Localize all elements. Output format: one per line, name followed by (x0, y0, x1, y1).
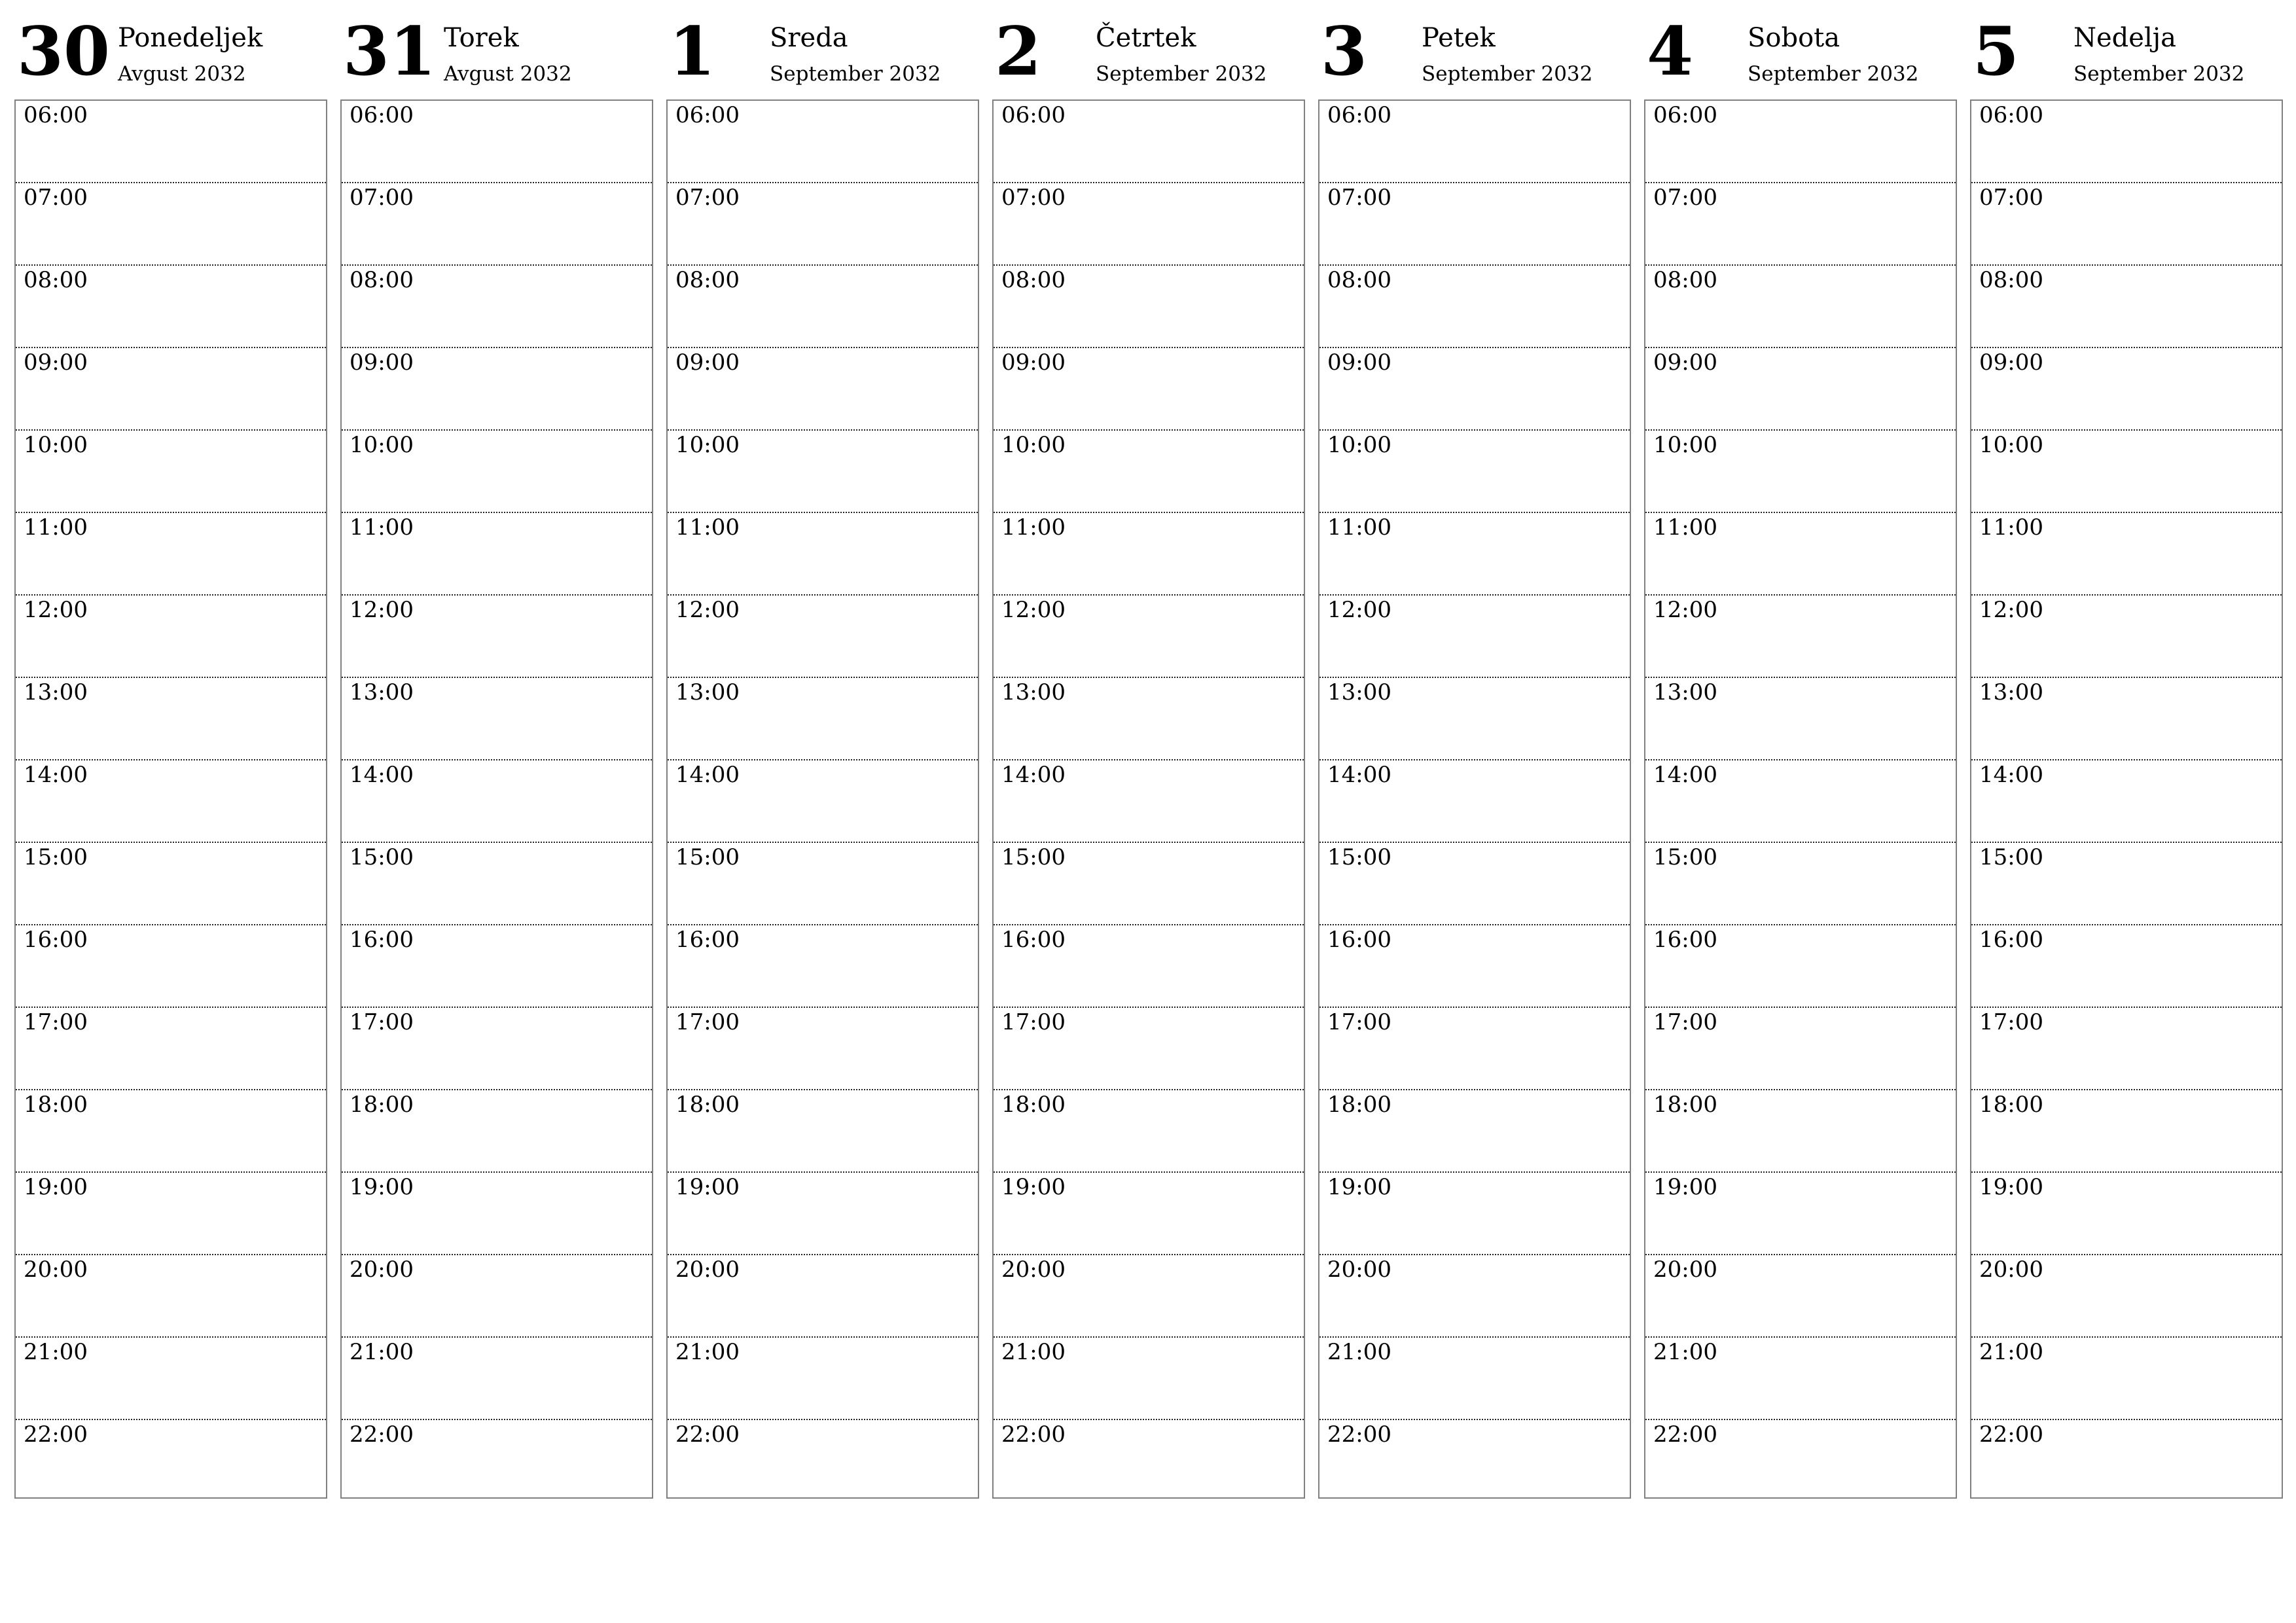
time-label: 11:00 (1979, 514, 2043, 541)
day-header (14, 12, 327, 99)
time-slot[interactable] (994, 596, 1304, 678)
day-name: Nedelja (2073, 23, 2176, 53)
time-label: 19:00 (24, 1174, 88, 1200)
time-slot[interactable] (668, 678, 978, 760)
time-label: 15:00 (1979, 844, 2043, 870)
time-slot[interactable] (1319, 513, 1630, 596)
time-label: 13:00 (675, 679, 740, 705)
time-slot[interactable] (1645, 925, 1956, 1008)
time-slot[interactable] (1971, 1008, 2282, 1090)
time-slot[interactable] (1319, 1255, 1630, 1338)
time-label: 16:00 (675, 927, 740, 953)
time-label: 19:00 (350, 1174, 414, 1200)
time-label: 14:00 (1327, 762, 1391, 788)
time-label: 20:00 (24, 1257, 88, 1283)
time-label: 19:00 (675, 1174, 740, 1200)
time-slot[interactable] (994, 513, 1304, 596)
time-slot[interactable] (342, 596, 652, 678)
time-label: 22:00 (1327, 1421, 1391, 1448)
time-slot[interactable] (994, 348, 1304, 431)
time-label: 06:00 (24, 102, 88, 128)
time-label: 21:00 (24, 1339, 88, 1365)
time-slot[interactable] (994, 1420, 1304, 1508)
time-slot[interactable] (994, 1008, 1304, 1090)
time-label: 09:00 (1327, 349, 1391, 376)
time-slot[interactable] (342, 1338, 652, 1420)
time-label: 10:00 (1653, 432, 1717, 458)
time-label: 17:00 (1327, 1009, 1391, 1035)
day-header (666, 12, 979, 99)
time-label: 11:00 (24, 514, 88, 541)
day-schedule-box (14, 99, 327, 1499)
time-label: 06:00 (1001, 102, 1066, 128)
time-slot[interactable] (342, 431, 652, 513)
day-number: 4 (1647, 12, 1693, 91)
time-slot[interactable] (1319, 431, 1630, 513)
time-label: 16:00 (1653, 927, 1717, 953)
time-label: 12:00 (675, 597, 740, 623)
time-label: 18:00 (675, 1092, 740, 1118)
day-schedule-box (1970, 99, 2283, 1499)
day-number: 2 (995, 12, 1041, 91)
time-label: 16:00 (350, 927, 414, 953)
time-slot[interactable] (668, 1008, 978, 1090)
time-slot[interactable] (16, 1255, 326, 1338)
time-label: 10:00 (1327, 432, 1391, 458)
day-name: Ponedeljek (118, 23, 263, 53)
time-label: 20:00 (1979, 1257, 2043, 1283)
time-label: 21:00 (1979, 1339, 2043, 1365)
time-label: 20:00 (1327, 1257, 1391, 1283)
time-slot[interactable] (16, 1090, 326, 1173)
time-label: 13:00 (1979, 679, 2043, 705)
time-label: 10:00 (350, 432, 414, 458)
time-label: 08:00 (675, 267, 740, 293)
time-slot[interactable] (1645, 1255, 1956, 1338)
time-slot[interactable] (342, 1420, 652, 1508)
time-slot[interactable] (668, 183, 978, 266)
time-label: 20:00 (1001, 1257, 1066, 1283)
time-label: 15:00 (24, 844, 88, 870)
day-column (992, 12, 1305, 1499)
time-slot[interactable] (668, 843, 978, 925)
time-label: 14:00 (24, 762, 88, 788)
time-slot[interactable] (1971, 101, 2282, 183)
time-slot[interactable] (1319, 348, 1630, 431)
time-slot[interactable] (1971, 925, 2282, 1008)
time-label: 17:00 (675, 1009, 740, 1035)
time-slot[interactable] (1645, 266, 1956, 348)
time-slot[interactable] (342, 1173, 652, 1255)
time-label: 19:00 (1327, 1174, 1391, 1200)
time-slot[interactable] (1319, 843, 1630, 925)
time-label: 11:00 (1001, 514, 1066, 541)
time-slot[interactable] (16, 596, 326, 678)
time-slot[interactable] (994, 266, 1304, 348)
day-column (1970, 12, 2283, 1499)
time-slot[interactable] (1645, 596, 1956, 678)
time-slot[interactable] (1319, 1173, 1630, 1255)
time-slot[interactable] (16, 1338, 326, 1420)
time-label: 22:00 (1653, 1421, 1717, 1448)
time-slot[interactable] (1971, 760, 2282, 843)
time-label: 18:00 (350, 1092, 414, 1118)
time-slot[interactable] (16, 101, 326, 183)
time-label: 08:00 (24, 267, 88, 293)
time-label: 12:00 (1327, 597, 1391, 623)
time-label: 06:00 (1653, 102, 1717, 128)
time-label: 17:00 (1001, 1009, 1066, 1035)
time-slot[interactable] (1319, 1008, 1630, 1090)
day-name: Torek (444, 23, 519, 53)
time-label: 16:00 (1001, 927, 1066, 953)
time-label: 12:00 (1001, 597, 1066, 623)
time-label: 07:00 (350, 185, 414, 211)
time-slot[interactable] (668, 1255, 978, 1338)
time-label: 07:00 (1327, 185, 1391, 211)
time-slot[interactable] (16, 843, 326, 925)
time-label: 10:00 (675, 432, 740, 458)
time-slot[interactable] (16, 348, 326, 431)
time-label: 17:00 (24, 1009, 88, 1035)
time-slot[interactable] (16, 1008, 326, 1090)
time-slot[interactable] (1319, 1338, 1630, 1420)
day-column (14, 12, 327, 1499)
time-label: 18:00 (1653, 1092, 1717, 1118)
time-label: 13:00 (24, 679, 88, 705)
time-slot[interactable] (1319, 1090, 1630, 1173)
time-slot[interactable] (1645, 101, 1956, 183)
time-slot[interactable] (342, 266, 652, 348)
time-label: 06:00 (1327, 102, 1391, 128)
day-name: Sobota (1748, 23, 1840, 53)
time-label: 09:00 (1653, 349, 1717, 376)
time-slot[interactable] (994, 1090, 1304, 1173)
time-slot[interactable] (1645, 678, 1956, 760)
weekly-planner (14, 12, 2283, 1499)
time-label: 11:00 (350, 514, 414, 541)
time-label: 06:00 (350, 102, 414, 128)
time-label: 09:00 (1979, 349, 2043, 376)
day-header (340, 12, 653, 99)
time-label: 13:00 (1653, 679, 1717, 705)
time-slot[interactable] (16, 266, 326, 348)
day-month: Avgust 2032 (444, 62, 572, 86)
time-label: 12:00 (350, 597, 414, 623)
time-slot[interactable] (1645, 1008, 1956, 1090)
time-label: 08:00 (350, 267, 414, 293)
time-slot[interactable] (342, 183, 652, 266)
time-label: 11:00 (675, 514, 740, 541)
time-label: 07:00 (675, 185, 740, 211)
time-label: 09:00 (24, 349, 88, 376)
time-label: 08:00 (1001, 267, 1066, 293)
time-slot[interactable] (1971, 1420, 2282, 1508)
time-label: 13:00 (1327, 679, 1391, 705)
time-slot[interactable] (1645, 760, 1956, 843)
time-slot[interactable] (994, 678, 1304, 760)
time-slot[interactable] (1319, 1420, 1630, 1508)
time-slot[interactable] (342, 348, 652, 431)
time-slot[interactable] (342, 513, 652, 596)
time-slot[interactable] (1319, 101, 1630, 183)
time-label: 11:00 (1327, 514, 1391, 541)
time-label: 17:00 (1979, 1009, 2043, 1035)
day-schedule-box (1644, 99, 1957, 1499)
time-slot[interactable] (1971, 348, 2282, 431)
time-label: 21:00 (1001, 1339, 1066, 1365)
time-label: 18:00 (1979, 1092, 2043, 1118)
day-header (1970, 12, 2283, 99)
time-slot[interactable] (1971, 1173, 2282, 1255)
time-slot[interactable] (994, 843, 1304, 925)
time-slot[interactable] (16, 431, 326, 513)
time-label: 17:00 (350, 1009, 414, 1035)
time-slot[interactable] (668, 925, 978, 1008)
time-label: 16:00 (1327, 927, 1391, 953)
time-slot[interactable] (342, 760, 652, 843)
time-label: 16:00 (24, 927, 88, 953)
day-schedule-box (340, 99, 653, 1499)
day-header (1318, 12, 1631, 99)
time-slot[interactable] (994, 431, 1304, 513)
time-label: 06:00 (675, 102, 740, 128)
time-label: 22:00 (350, 1421, 414, 1448)
time-slot[interactable] (994, 1255, 1304, 1338)
time-label: 09:00 (675, 349, 740, 376)
time-label: 09:00 (350, 349, 414, 376)
time-label: 20:00 (675, 1257, 740, 1283)
day-month: September 2032 (1096, 62, 1267, 86)
time-label: 21:00 (350, 1339, 414, 1365)
time-label: 15:00 (1327, 844, 1391, 870)
time-label: 12:00 (1979, 597, 2043, 623)
time-slot[interactable] (1645, 1420, 1956, 1508)
time-slot[interactable] (668, 596, 978, 678)
time-label: 21:00 (1327, 1339, 1391, 1365)
time-label: 22:00 (24, 1421, 88, 1448)
time-label: 14:00 (350, 762, 414, 788)
time-slot[interactable] (668, 1173, 978, 1255)
day-schedule-box (1318, 99, 1631, 1499)
day-name: Petek (1422, 23, 1496, 53)
day-number: 5 (1973, 12, 2019, 91)
day-schedule-box (666, 99, 979, 1499)
time-slot[interactable] (1645, 1338, 1956, 1420)
time-label: 22:00 (675, 1421, 740, 1448)
time-slot[interactable] (342, 1255, 652, 1338)
time-label: 20:00 (350, 1257, 414, 1283)
time-slot[interactable] (1971, 513, 2282, 596)
time-slot[interactable] (1971, 183, 2282, 266)
time-label: 14:00 (1001, 762, 1066, 788)
time-label: 22:00 (1979, 1421, 2043, 1448)
time-label: 10:00 (1001, 432, 1066, 458)
time-label: 18:00 (24, 1092, 88, 1118)
time-slot[interactable] (1971, 1338, 2282, 1420)
time-slot[interactable] (1319, 266, 1630, 348)
time-slot[interactable] (342, 925, 652, 1008)
time-slot[interactable] (994, 101, 1304, 183)
time-slot[interactable] (994, 925, 1304, 1008)
time-slot[interactable] (1645, 513, 1956, 596)
time-slot[interactable] (1645, 348, 1956, 431)
time-label: 16:00 (1979, 927, 2043, 953)
time-slot[interactable] (994, 1338, 1304, 1420)
time-label: 14:00 (1979, 762, 2043, 788)
day-month: September 2032 (1422, 62, 1593, 86)
time-label: 12:00 (1653, 597, 1717, 623)
time-slot[interactable] (16, 1173, 326, 1255)
time-slot[interactable] (1645, 843, 1956, 925)
time-label: 21:00 (675, 1339, 740, 1365)
time-label: 15:00 (1653, 844, 1717, 870)
time-slot[interactable] (342, 678, 652, 760)
time-label: 10:00 (24, 432, 88, 458)
time-label: 07:00 (1653, 185, 1717, 211)
time-label: 13:00 (350, 679, 414, 705)
time-slot[interactable] (1971, 1090, 2282, 1173)
time-slot[interactable] (342, 1008, 652, 1090)
time-label: 17:00 (1653, 1009, 1717, 1035)
time-label: 20:00 (1653, 1257, 1717, 1283)
time-slot[interactable] (994, 1173, 1304, 1255)
time-label: 19:00 (1979, 1174, 2043, 1200)
time-slot[interactable] (1319, 596, 1630, 678)
day-month: September 2032 (1748, 62, 1919, 86)
day-name: Sreda (770, 23, 848, 53)
time-slot[interactable] (1645, 1173, 1956, 1255)
time-slot[interactable] (1319, 760, 1630, 843)
time-label: 15:00 (350, 844, 414, 870)
time-label: 09:00 (1001, 349, 1066, 376)
time-label: 07:00 (1979, 185, 2043, 211)
day-number: 1 (669, 12, 715, 91)
time-label: 14:00 (1653, 762, 1717, 788)
time-slot[interactable] (1971, 843, 2282, 925)
day-number: 31 (343, 12, 436, 91)
day-header (1644, 12, 1957, 99)
time-slot[interactable] (994, 760, 1304, 843)
time-slot[interactable] (668, 101, 978, 183)
time-label: 22:00 (1001, 1421, 1066, 1448)
time-label: 10:00 (1979, 432, 2043, 458)
time-slot[interactable] (342, 843, 652, 925)
time-slot[interactable] (668, 1090, 978, 1173)
time-slot[interactable] (668, 266, 978, 348)
day-month: Avgust 2032 (118, 62, 246, 86)
day-column (1644, 12, 1957, 1499)
time-slot[interactable] (16, 513, 326, 596)
time-label: 19:00 (1001, 1174, 1066, 1200)
time-label: 18:00 (1327, 1092, 1391, 1118)
time-slot[interactable] (1319, 678, 1630, 760)
day-header (992, 12, 1305, 99)
time-slot[interactable] (1971, 678, 2282, 760)
time-label: 18:00 (1001, 1092, 1066, 1118)
time-label: 19:00 (1653, 1174, 1717, 1200)
time-label: 08:00 (1979, 267, 2043, 293)
day-column (1318, 12, 1631, 1499)
time-slot[interactable] (1645, 1090, 1956, 1173)
time-slot[interactable] (668, 431, 978, 513)
time-label: 08:00 (1653, 267, 1717, 293)
time-slot[interactable] (16, 678, 326, 760)
time-label: 08:00 (1327, 267, 1391, 293)
time-slot[interactable] (1319, 925, 1630, 1008)
time-slot[interactable] (994, 183, 1304, 266)
time-label: 13:00 (1001, 679, 1066, 705)
time-slot[interactable] (342, 1090, 652, 1173)
time-slot[interactable] (1971, 596, 2282, 678)
time-slot[interactable] (1645, 431, 1956, 513)
time-slot[interactable] (16, 183, 326, 266)
time-label: 11:00 (1653, 514, 1717, 541)
time-label: 07:00 (24, 185, 88, 211)
time-label: 06:00 (1979, 102, 2043, 128)
time-slot[interactable] (668, 1420, 978, 1508)
day-month: September 2032 (770, 62, 941, 86)
day-number: 3 (1321, 12, 1367, 91)
time-slot[interactable] (668, 513, 978, 596)
time-slot[interactable] (16, 760, 326, 843)
time-label: 12:00 (24, 597, 88, 623)
time-label: 15:00 (675, 844, 740, 870)
day-column (340, 12, 653, 1499)
day-number: 30 (17, 12, 110, 91)
time-slot[interactable] (668, 348, 978, 431)
day-schedule-box (992, 99, 1305, 1499)
time-label: 21:00 (1653, 1339, 1717, 1365)
day-month: September 2032 (2073, 62, 2245, 86)
time-slot[interactable] (668, 760, 978, 843)
time-slot[interactable] (1319, 183, 1630, 266)
time-slot[interactable] (668, 1338, 978, 1420)
time-slot[interactable] (1971, 266, 2282, 348)
time-label: 07:00 (1001, 185, 1066, 211)
time-slot[interactable] (1645, 183, 1956, 266)
time-label: 14:00 (675, 762, 740, 788)
time-slot[interactable] (342, 101, 652, 183)
day-column (666, 12, 979, 1499)
time-slot[interactable] (16, 1420, 326, 1508)
time-slot[interactable] (16, 925, 326, 1008)
day-name: Četrtek (1096, 23, 1196, 53)
time-label: 15:00 (1001, 844, 1066, 870)
time-slot[interactable] (1971, 1255, 2282, 1338)
time-slot[interactable] (1971, 431, 2282, 513)
